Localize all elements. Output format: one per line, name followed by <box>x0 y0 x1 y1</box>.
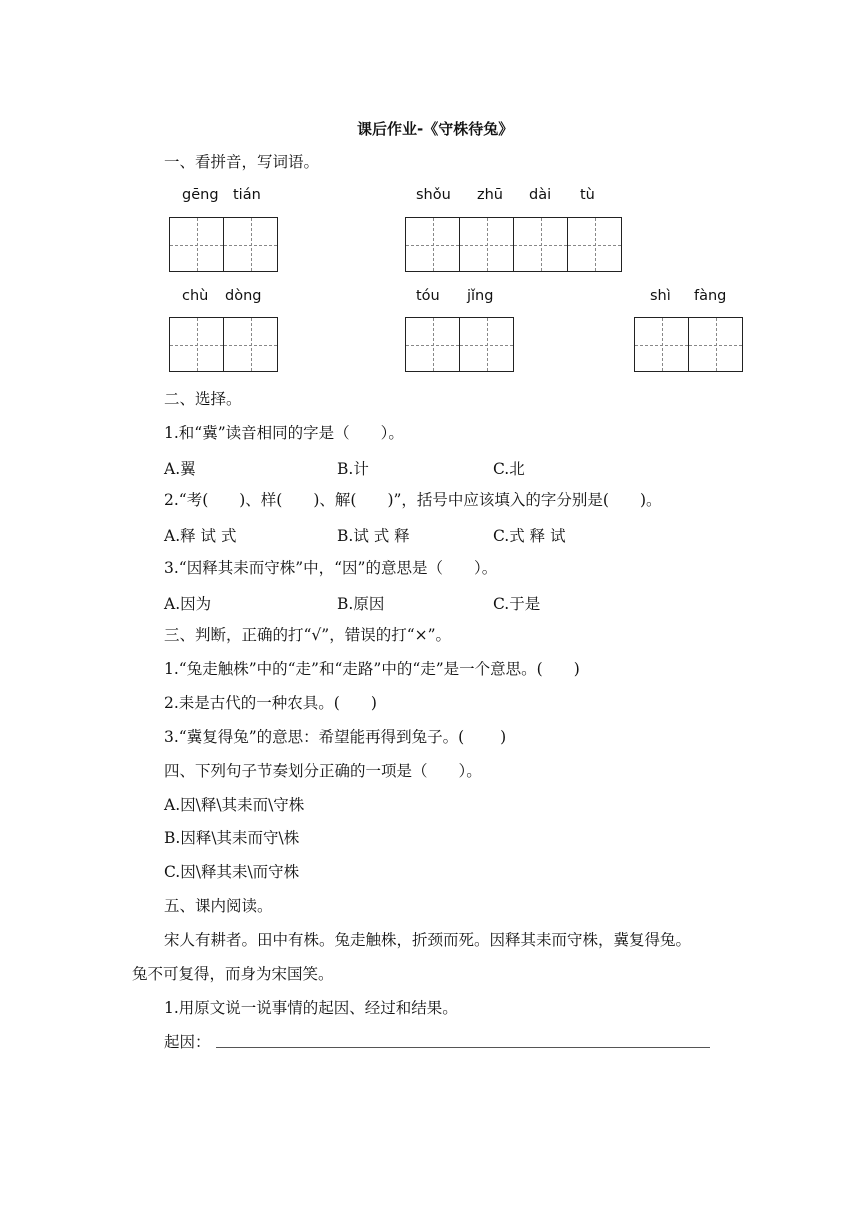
option-b[interactable]: B.计 <box>337 460 369 478</box>
writing-cell[interactable] <box>170 317 224 372</box>
judgement-item: 1.“兔走触株”中的“走”和“走路”中的“走”是一个意思。( ) <box>164 660 580 678</box>
pinyin: shì <box>650 288 671 304</box>
writing-cell[interactable] <box>406 217 460 272</box>
writing-grid-tou-jing[interactable] <box>405 317 514 372</box>
pinyin: chù <box>182 288 209 304</box>
judgement-item: 2.耒是古代的一种农具。( ) <box>164 694 377 712</box>
option-a[interactable]: A.因\释\其耒而\守株 <box>164 796 305 814</box>
pinyin: tóu <box>416 288 440 304</box>
writing-cell[interactable] <box>224 317 278 372</box>
option-c[interactable]: C.北 <box>493 460 525 478</box>
writing-grid-shou-zhu-dai-tu[interactable] <box>405 217 622 272</box>
writing-grid-shi-fang[interactable] <box>634 317 743 372</box>
writing-cell[interactable] <box>689 317 743 372</box>
section2-heading: 二、选择。 <box>164 390 242 408</box>
writing-cell[interactable] <box>514 217 568 272</box>
option-a[interactable]: A.因为 <box>164 595 212 613</box>
question: 1.和“冀”读音相同的字是（ ）。 <box>164 424 404 442</box>
writing-cell[interactable] <box>170 217 224 272</box>
option-b[interactable]: B.原因 <box>337 595 385 613</box>
cause-answer-line[interactable] <box>216 1047 710 1048</box>
writing-cell[interactable] <box>406 317 460 372</box>
writing-cell[interactable] <box>460 217 514 272</box>
reading-question: 1.用原文说一说事情的起因、经过和结果。 <box>164 999 458 1017</box>
section5-heading: 五、课内阅读。 <box>164 897 273 915</box>
option-a[interactable]: A.翼 <box>164 460 196 478</box>
writing-cell[interactable] <box>635 317 689 372</box>
pinyin: tù <box>580 187 595 203</box>
writing-grid-geng-tian[interactable] <box>169 217 278 272</box>
question: 3.“因释其耒而守株”中，“因”的意思是（ ）。 <box>164 559 498 577</box>
pinyin: fàng <box>694 288 727 304</box>
option-b[interactable]: B.试 式 释 <box>337 527 410 545</box>
question: 2.“考( )、样( )、解( )”，括号中应该填入的字分别是( )。 <box>164 491 662 509</box>
writing-cell[interactable] <box>568 217 622 272</box>
writing-cell[interactable] <box>460 317 514 372</box>
pinyin: tián <box>233 187 261 203</box>
option-b[interactable]: B.因释\其耒而守\株 <box>164 829 300 847</box>
pinyin: shǒu <box>416 187 451 203</box>
section1-heading: 一、看拼音，写词语。 <box>164 153 320 171</box>
writing-cell[interactable] <box>224 217 278 272</box>
pinyin: zhū <box>477 187 503 203</box>
section3-heading: 三、判断，正确的打“√”，错误的打“×”。 <box>164 626 452 644</box>
passage-line: 宋人有耕者。田中有株。兔走触株，折颈而死。因释其耒而守株，冀复得兔。 <box>164 931 692 949</box>
page-title: 课后作业-《守株待兔》 <box>357 120 514 138</box>
cause-label: 起因： <box>164 1033 211 1051</box>
option-a[interactable]: A.释 试 式 <box>164 527 237 545</box>
section4-heading: 四、下列句子节奏划分正确的一项是（ ）。 <box>164 762 482 780</box>
pinyin: jǐng <box>467 288 494 304</box>
option-c[interactable]: C.因\释其耒\而守株 <box>164 863 300 881</box>
passage-line: 兔不可复得，而身为宋国笑。 <box>132 965 334 983</box>
judgement-item: 3.“冀复得兔”的意思：希望能再得到兔子。( ) <box>164 728 507 746</box>
option-c[interactable]: C.式 释 试 <box>493 527 566 545</box>
pinyin: dòng <box>225 288 262 304</box>
pinyin: gēng <box>182 187 219 203</box>
option-c[interactable]: C.于是 <box>493 595 541 613</box>
pinyin: dài <box>529 187 552 203</box>
writing-grid-chu-dong[interactable] <box>169 317 278 372</box>
